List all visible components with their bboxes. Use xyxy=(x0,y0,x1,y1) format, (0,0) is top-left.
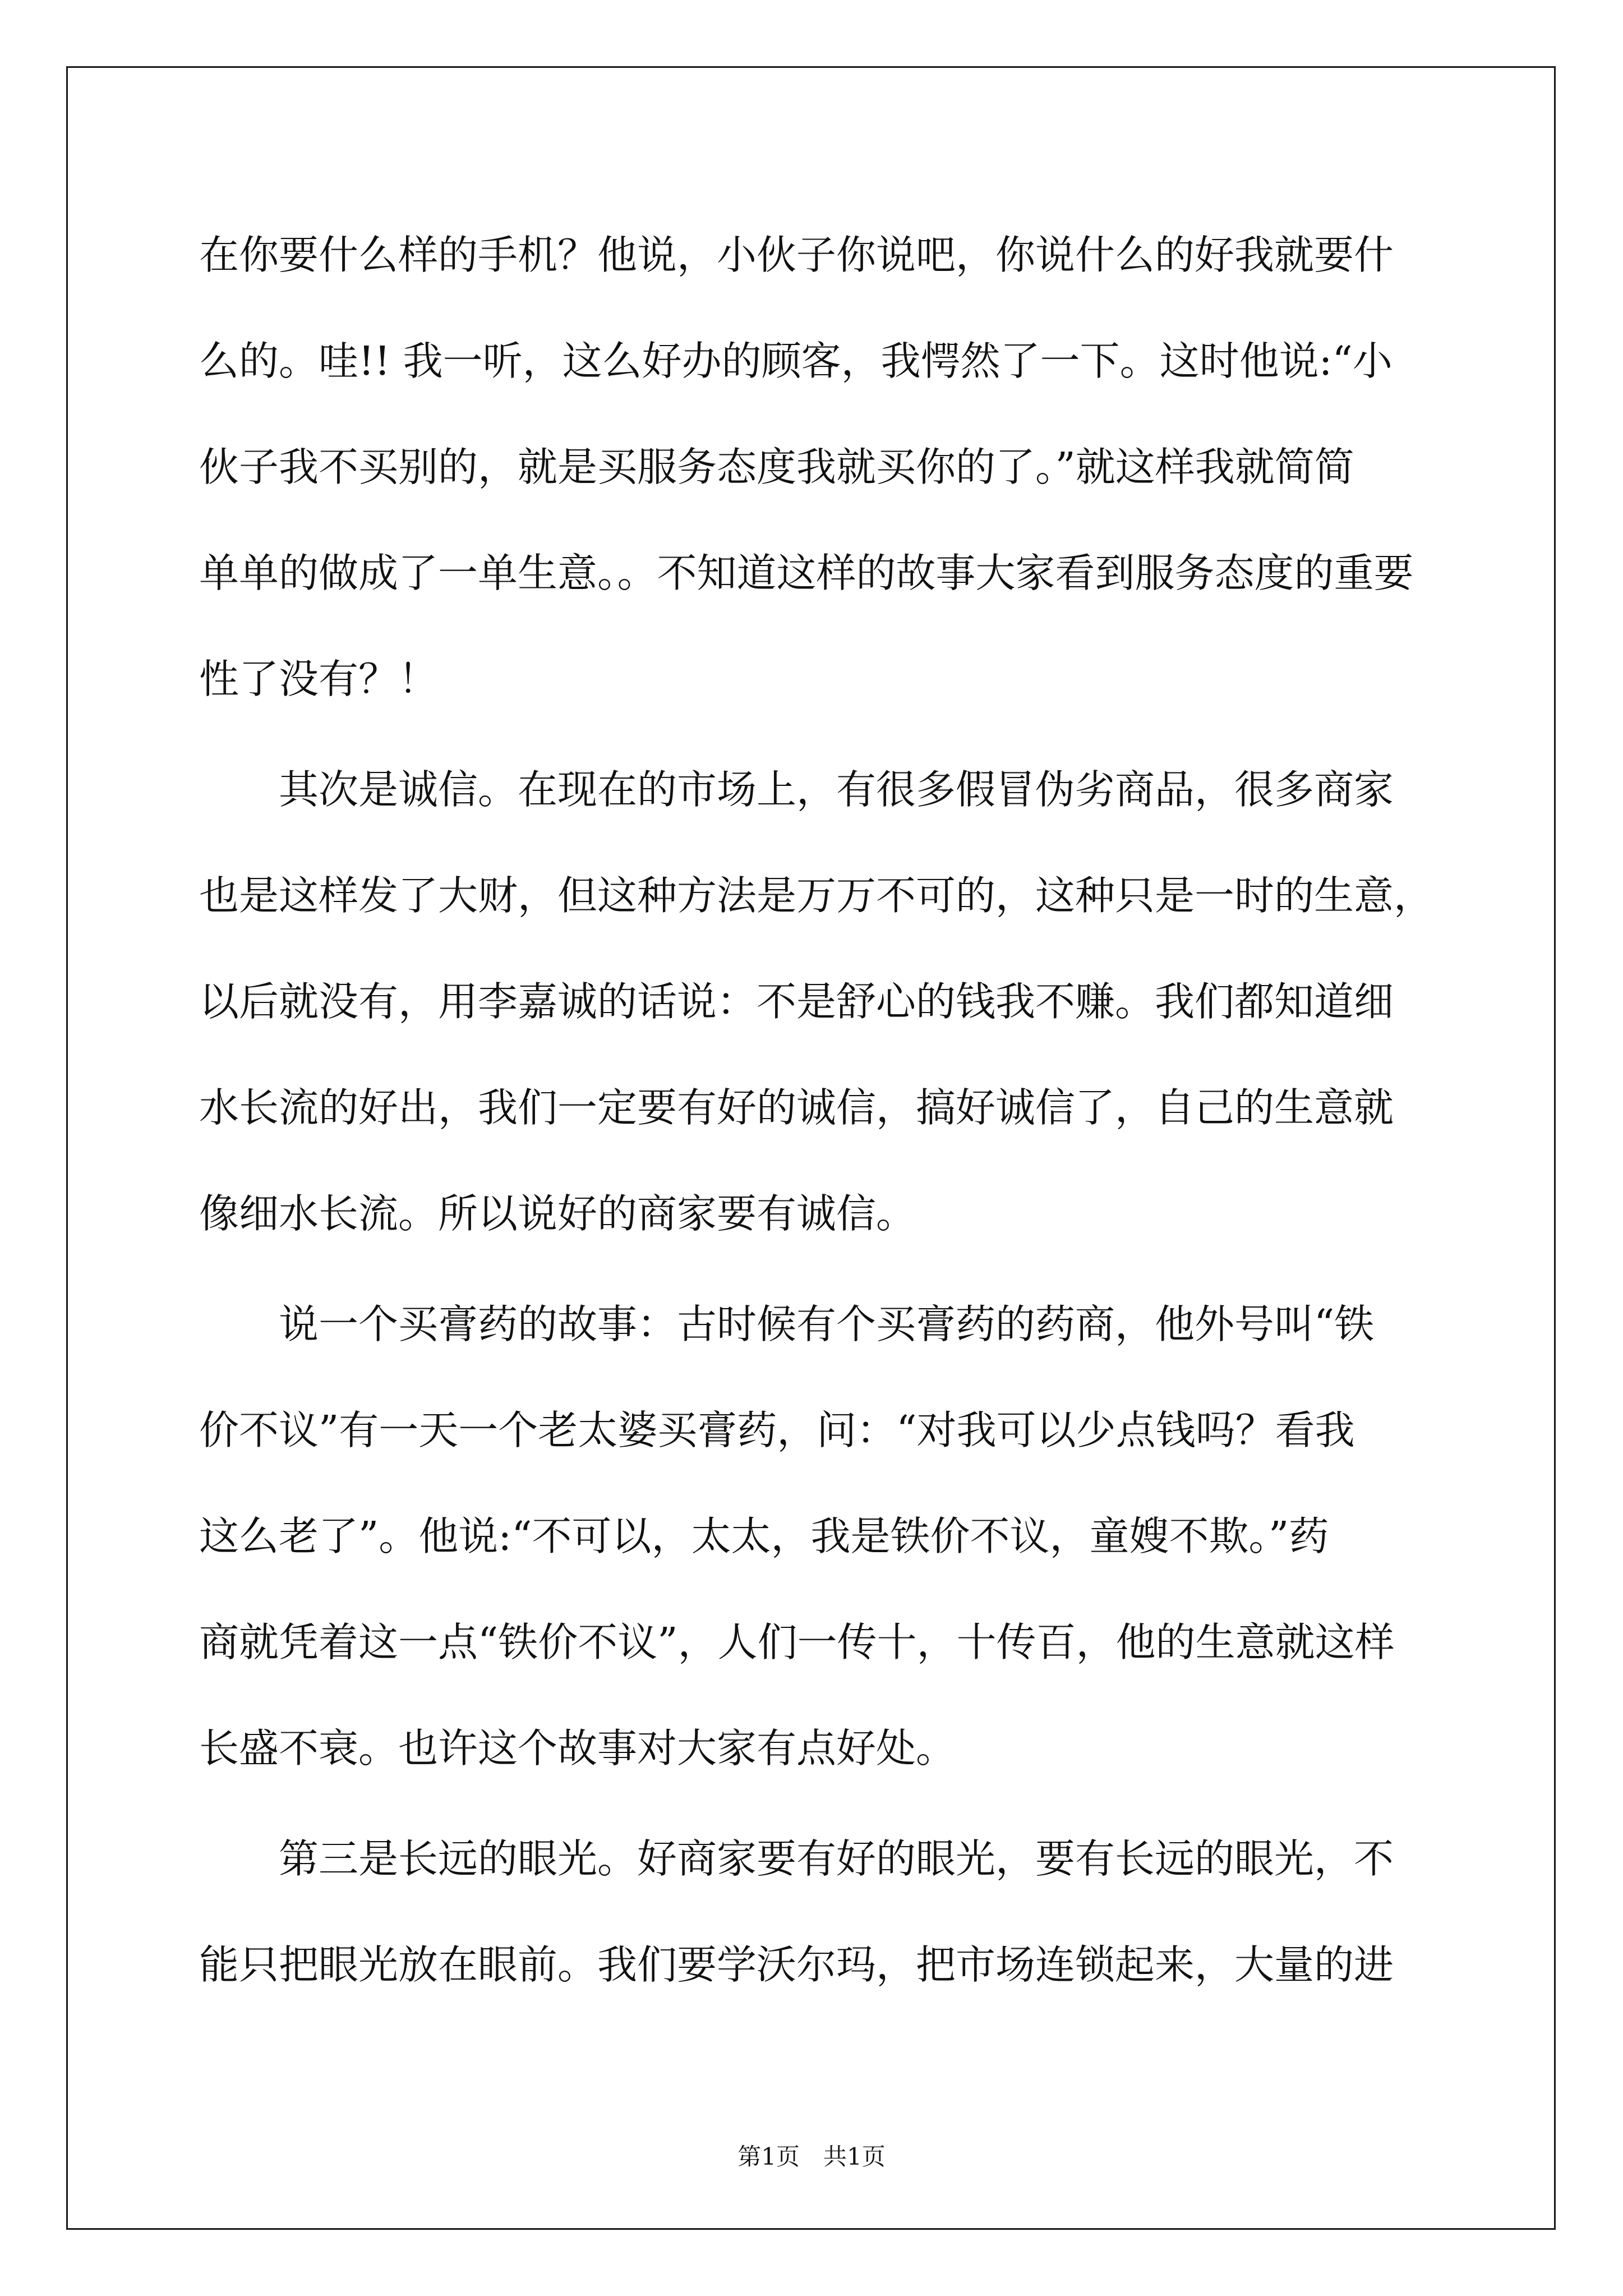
text-line: 价不议”有一天一个老太婆买膏药，问：“对我可以少点钱吗？看我 xyxy=(199,1407,1355,1453)
page-number-footer: 第1页 共1页 xyxy=(737,2143,886,2170)
text-line: 第三是长远的眼光。好商家要有好的眼光，要有长远的眼光，不 xyxy=(199,1835,1394,1882)
paragraph xyxy=(199,213,1438,743)
paragraph xyxy=(199,1282,1438,1812)
text-line: 伙子我不买别的，就是买服务态度我就买你的了。”就这样我就简简 xyxy=(199,444,1354,490)
text-line: 像细水长流。所以说好的商家要有诚信。 xyxy=(199,1190,916,1237)
text-line: 以后就没有，用李嘉诚的话说：不是舒心的钱我不赚。我们都知道细 xyxy=(199,978,1394,1025)
text-line: 商就凭着这一点“铁价不议”，人们一传十，十传百，他的生意就这样 xyxy=(199,1619,1395,1665)
text-line: 水长流的好出，我们一定要有好的诚信，搞好诚信了，自己的生意就 xyxy=(199,1084,1394,1131)
text-line: 长盛不衰。也许这个故事对大家有点好处。 xyxy=(199,1725,956,1772)
text-line: 其次是诚信。在现在的市场上，有很多假冒伪劣商品，很多商家 xyxy=(199,766,1394,813)
text-line: 单单的做成了一单生意。。不知道这样的故事大家看到服务态度的重要 xyxy=(199,550,1414,596)
text-line: 也是这样发了大财，但这种方法是万万不可的，这种只是一时的生意， xyxy=(199,872,1434,919)
document-body xyxy=(199,213,1438,2033)
text-line: 说一个买膏药的故事：古时候有个买膏药的药商，他外号叫“铁 xyxy=(199,1301,1375,1347)
text-line: 在你要什么样的手机？他说，小伙子你说吧，你说什么的好我就要什 xyxy=(199,232,1394,278)
text-line: 这么老了”。他说:“不可以，太太，我是铁价不议，童嫂不欺。”药 xyxy=(199,1513,1329,1559)
text-line: 么的。哇!! 我一听，这么好办的顾客，我愕然了一下。这时他说:“小 xyxy=(199,338,1393,384)
text-line: 性了没有？！ xyxy=(199,656,439,702)
paragraph xyxy=(199,748,1438,1278)
text-line: 能只把眼光放在眼前。我们要学沃尔玛，把市场连锁起来，大量的进 xyxy=(199,1941,1394,1988)
paragraph xyxy=(199,1817,1438,2029)
